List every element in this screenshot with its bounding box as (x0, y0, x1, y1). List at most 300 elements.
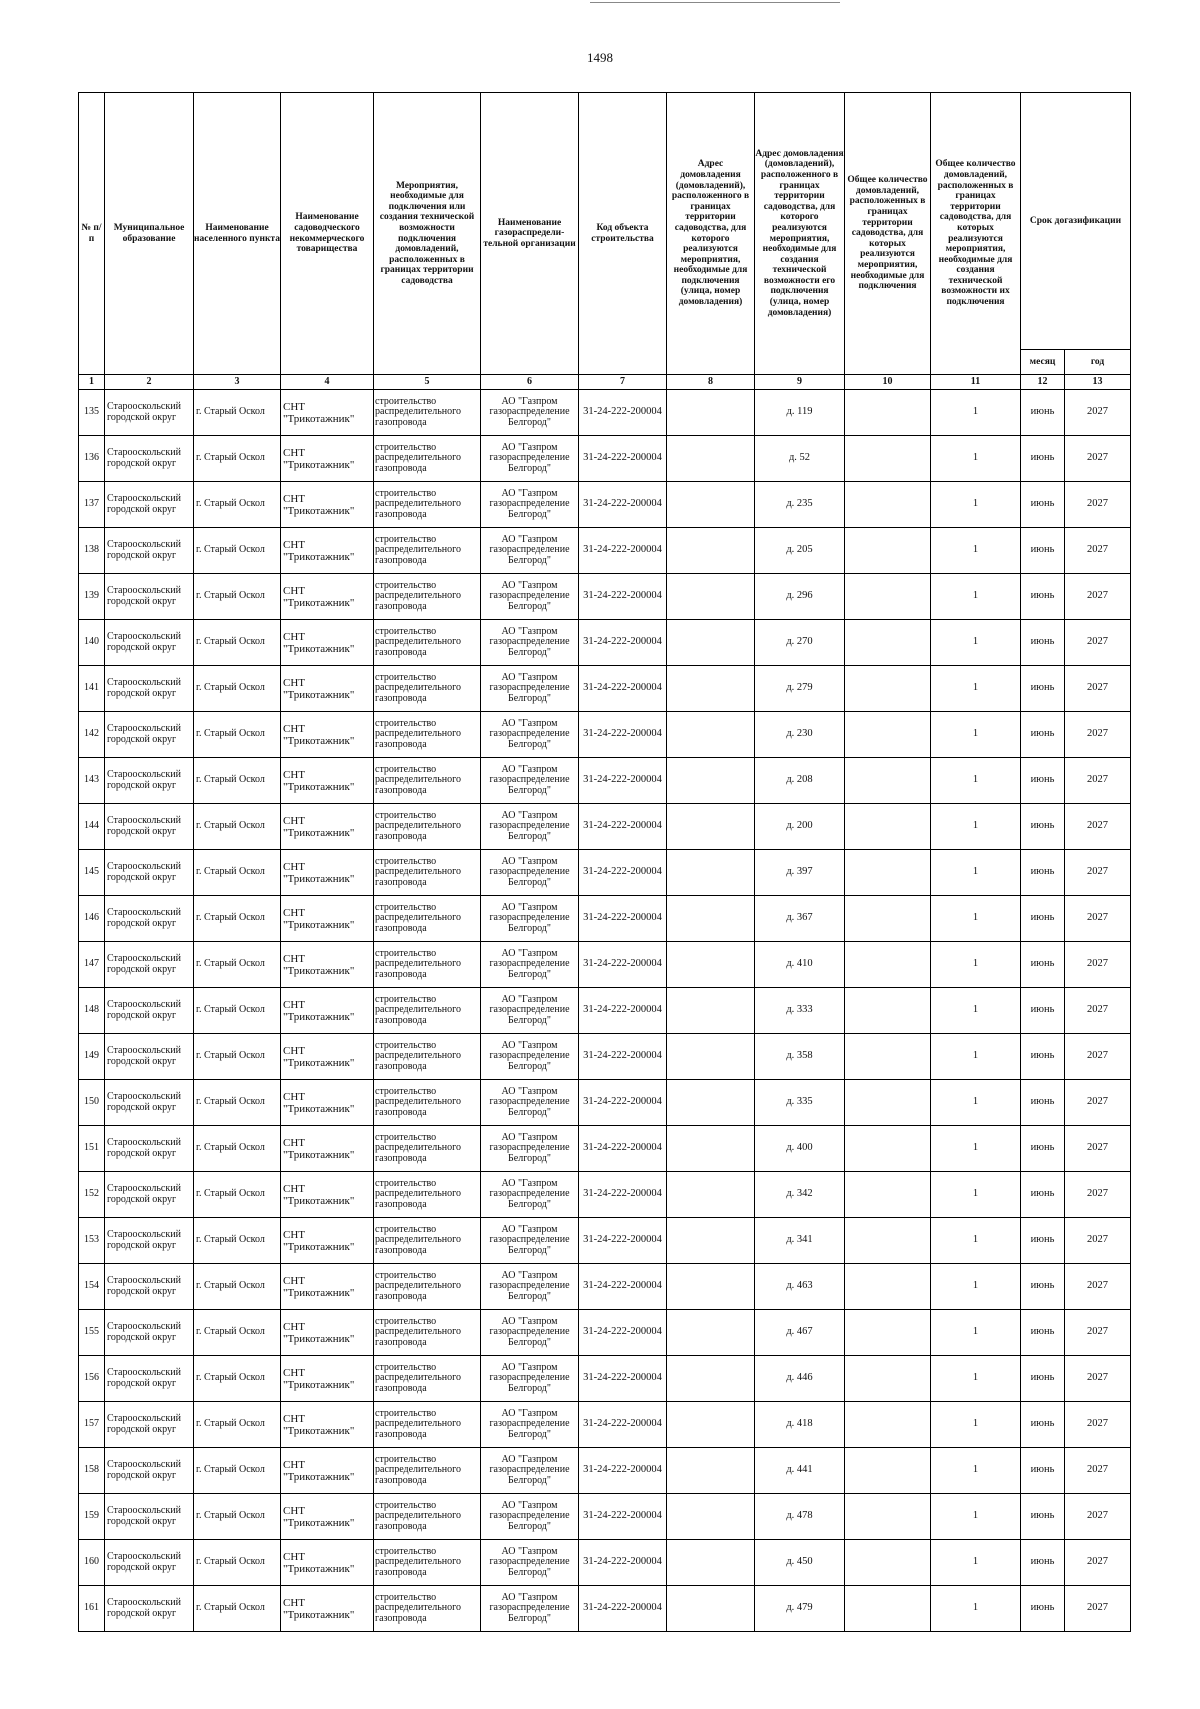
address-reachable-cell (667, 850, 755, 896)
total-reachable-cell (845, 666, 931, 712)
year-cell: 2027 (1065, 850, 1131, 896)
object-code-cell: 31-24-222-200004 (579, 1448, 667, 1494)
house-address-cell: д. 296 (755, 574, 845, 620)
header-gas-org: Наименование газораспредели-тельной организации (481, 93, 579, 375)
municipality-cell: Старооскольский городской округ (105, 942, 194, 988)
object-code-cell: 31-24-222-200004 (579, 1540, 667, 1586)
house-address-cell: д. 478 (755, 1494, 845, 1540)
house-count-cell: 1 (931, 804, 1021, 850)
table-row (79, 712, 1131, 758)
total-reachable-cell (845, 1402, 931, 1448)
table-row (79, 1540, 1131, 1586)
month-cell: июнь (1021, 758, 1065, 804)
year-cell: 2027 (1065, 1448, 1131, 1494)
gas-org-cell: АО "Газпром газораспределение Белгород" (481, 1126, 579, 1172)
municipality-cell: Старооскольский городской округ (105, 528, 194, 574)
gas-org-cell: АО "Газпром газораспределение Белгород" (481, 896, 579, 942)
settlement-cell: г. Старый Оскол (194, 666, 281, 712)
total-reachable-cell (845, 1540, 931, 1586)
row-number: 151 (79, 1126, 105, 1172)
municipality-cell: Старооскольский городской округ (105, 1310, 194, 1356)
house-address-cell: д. 358 (755, 1034, 845, 1080)
municipality-cell: Старооскольский городской округ (105, 1080, 194, 1126)
row-number: 149 (79, 1034, 105, 1080)
measure-cell: строительство распределительного газопровода (374, 436, 481, 482)
partnership-cell: СНТ "Трикотажник" (281, 758, 374, 804)
total-reachable-cell (845, 528, 931, 574)
table-row (79, 1310, 1131, 1356)
settlement-cell: г. Старый Оскол (194, 988, 281, 1034)
municipality-cell: Старооскольский городской округ (105, 758, 194, 804)
column-number: 10 (845, 375, 931, 390)
header-address-reachable: Адрес домовладения (домовладений), расположенного в границах территории садоводства, для которого реализуются мероприятия, необходимые для подключения (улица, номер домовладения) (667, 93, 755, 375)
settlement-cell: г. Старый Оскол (194, 1540, 281, 1586)
total-reachable-cell (845, 1494, 931, 1540)
page-number: 1498 (587, 50, 613, 65)
month-cell: июнь (1021, 1310, 1065, 1356)
measure-cell: строительство распределительного газопровода (374, 1448, 481, 1494)
measure-cell: строительство распределительного газопровода (374, 1494, 481, 1540)
month-cell: июнь (1021, 1172, 1065, 1218)
house-count-cell: 1 (931, 1218, 1021, 1264)
house-count-cell: 1 (931, 1080, 1021, 1126)
measure-cell: строительство распределительного газопровода (374, 666, 481, 712)
year-cell: 2027 (1065, 1402, 1131, 1448)
house-address-cell: д. 342 (755, 1172, 845, 1218)
settlement-cell: г. Старый Оскол (194, 620, 281, 666)
address-reachable-cell (667, 1264, 755, 1310)
header-municipality: Муниципальное образование (105, 93, 194, 375)
address-reachable-cell (667, 666, 755, 712)
gas-org-cell: АО "Газпром газораспределение Белгород" (481, 1310, 579, 1356)
municipality-cell: Старооскольский городской округ (105, 436, 194, 482)
municipality-cell: Старооскольский городской округ (105, 620, 194, 666)
month-cell: июнь (1021, 666, 1065, 712)
month-cell: июнь (1021, 574, 1065, 620)
house-address-cell: д. 400 (755, 1126, 845, 1172)
table-row (79, 390, 1131, 436)
column-number: 4 (281, 375, 374, 390)
year-cell: 2027 (1065, 712, 1131, 758)
header-partnership: Наименование садоводческого некоммерческого товарищества (281, 93, 374, 375)
month-cell: июнь (1021, 528, 1065, 574)
settlement-cell: г. Старый Оскол (194, 1264, 281, 1310)
house-count-cell: 1 (931, 1448, 1021, 1494)
address-reachable-cell (667, 482, 755, 528)
table-row (79, 758, 1131, 804)
partnership-cell: СНТ "Трикотажник" (281, 1264, 374, 1310)
row-number: 158 (79, 1448, 105, 1494)
row-number: 150 (79, 1080, 105, 1126)
house-count-cell: 1 (931, 574, 1021, 620)
total-reachable-cell (845, 804, 931, 850)
partnership-cell: СНТ "Трикотажник" (281, 850, 374, 896)
settlement-cell: г. Старый Оскол (194, 1586, 281, 1632)
header-month: месяц (1021, 350, 1065, 375)
gas-org-cell: АО "Газпром газораспределение Белгород" (481, 482, 579, 528)
header-year: год (1065, 350, 1131, 375)
partnership-cell: СНТ "Трикотажник" (281, 1172, 374, 1218)
year-cell: 2027 (1065, 1034, 1131, 1080)
house-address-cell: д. 52 (755, 436, 845, 482)
total-reachable-cell (845, 436, 931, 482)
settlement-cell: г. Старый Оскол (194, 482, 281, 528)
year-cell: 2027 (1065, 528, 1131, 574)
address-reachable-cell (667, 1586, 755, 1632)
column-number: 5 (374, 375, 481, 390)
column-number: 9 (755, 375, 845, 390)
object-code-cell: 31-24-222-200004 (579, 620, 667, 666)
object-code-cell: 31-24-222-200004 (579, 1264, 667, 1310)
settlement-cell: г. Старый Оскол (194, 574, 281, 620)
house-count-cell: 1 (931, 1540, 1021, 1586)
house-address-cell: д. 410 (755, 942, 845, 988)
measure-cell: строительство распределительного газопровода (374, 804, 481, 850)
municipality-cell: Старооскольский городской округ (105, 1494, 194, 1540)
gas-org-cell: АО "Газпром газораспределение Белгород" (481, 804, 579, 850)
house-address-cell: д. 119 (755, 390, 845, 436)
column-number: 13 (1065, 375, 1131, 390)
table-row (79, 1126, 1131, 1172)
row-number: 138 (79, 528, 105, 574)
object-code-cell: 31-24-222-200004 (579, 1586, 667, 1632)
settlement-cell: г. Старый Оскол (194, 758, 281, 804)
table-row (79, 988, 1131, 1034)
partnership-cell: СНТ "Трикотажник" (281, 620, 374, 666)
object-code-cell: 31-24-222-200004 (579, 850, 667, 896)
house-address-cell: д. 446 (755, 1356, 845, 1402)
address-reachable-cell (667, 436, 755, 482)
row-number: 146 (79, 896, 105, 942)
house-count-cell: 1 (931, 1586, 1021, 1632)
partnership-cell: СНТ "Трикотажник" (281, 1310, 374, 1356)
gasification-table (78, 92, 1131, 1632)
gas-org-cell: АО "Газпром газораспределение Белгород" (481, 574, 579, 620)
month-cell: июнь (1021, 988, 1065, 1034)
object-code-cell: 31-24-222-200004 (579, 1356, 667, 1402)
municipality-cell: Старооскольский городской округ (105, 1540, 194, 1586)
row-number: 152 (79, 1172, 105, 1218)
address-reachable-cell (667, 1126, 755, 1172)
month-cell: июнь (1021, 620, 1065, 666)
row-number: 160 (79, 1540, 105, 1586)
object-code-cell: 31-24-222-200004 (579, 988, 667, 1034)
row-number: 153 (79, 1218, 105, 1264)
measure-cell: строительство распределительного газопровода (374, 482, 481, 528)
house-count-cell: 1 (931, 1172, 1021, 1218)
gas-org-cell: АО "Газпром газораспределение Белгород" (481, 1218, 579, 1264)
gas-org-cell: АО "Газпром газораспределение Белгород" (481, 1172, 579, 1218)
column-number: 6 (481, 375, 579, 390)
measure-cell: строительство распределительного газопровода (374, 1402, 481, 1448)
year-cell: 2027 (1065, 620, 1131, 666)
gas-org-cell: АО "Газпром газораспределение Белгород" (481, 666, 579, 712)
municipality-cell: Старооскольский городской округ (105, 1034, 194, 1080)
settlement-cell: г. Старый Оскол (194, 528, 281, 574)
house-address-cell: д. 441 (755, 1448, 845, 1494)
total-reachable-cell (845, 620, 931, 666)
total-reachable-cell (845, 390, 931, 436)
row-number: 143 (79, 758, 105, 804)
total-reachable-cell (845, 482, 931, 528)
month-cell: июнь (1021, 1586, 1065, 1632)
table-row (79, 942, 1131, 988)
object-code-cell: 31-24-222-200004 (579, 896, 667, 942)
month-cell: июнь (1021, 850, 1065, 896)
address-reachable-cell (667, 1218, 755, 1264)
header-measures: Мероприятия, необходимые для подключения или создания технической возможности подключения домовладений, расположенных в границах территории садоводства (374, 93, 481, 375)
object-code-cell: 31-24-222-200004 (579, 1080, 667, 1126)
house-address-cell: д. 208 (755, 758, 845, 804)
table-row (79, 528, 1131, 574)
house-address-cell: д. 333 (755, 988, 845, 1034)
measure-cell: строительство распределительного газопровода (374, 1356, 481, 1402)
partnership-cell: СНТ "Трикотажник" (281, 574, 374, 620)
house-address-cell: д. 279 (755, 666, 845, 712)
year-cell: 2027 (1065, 390, 1131, 436)
municipality-cell: Старооскольский городской округ (105, 1586, 194, 1632)
municipality-cell: Старооскольский городской округ (105, 1402, 194, 1448)
partnership-cell: СНТ "Трикотажник" (281, 942, 374, 988)
table-row (79, 1218, 1131, 1264)
measure-cell: строительство распределительного газопровода (374, 1034, 481, 1080)
house-address-cell: д. 230 (755, 712, 845, 758)
municipality-cell: Старооскольский городской округ (105, 988, 194, 1034)
column-number: 1 (79, 375, 105, 390)
measure-cell: строительство распределительного газопровода (374, 1586, 481, 1632)
address-reachable-cell (667, 804, 755, 850)
column-number: 7 (579, 375, 667, 390)
address-reachable-cell (667, 1310, 755, 1356)
house-count-cell: 1 (931, 896, 1021, 942)
house-count-cell: 1 (931, 482, 1021, 528)
municipality-cell: Старооскольский городской округ (105, 666, 194, 712)
year-cell: 2027 (1065, 1540, 1131, 1586)
municipality-cell: Старооскольский городской округ (105, 574, 194, 620)
settlement-cell: г. Старый Оскол (194, 390, 281, 436)
house-address-cell: д. 235 (755, 482, 845, 528)
month-cell: июнь (1021, 1402, 1065, 1448)
total-reachable-cell (845, 1356, 931, 1402)
measure-cell: строительство распределительного газопровода (374, 850, 481, 896)
gas-org-cell: АО "Газпром газораспределение Белгород" (481, 758, 579, 804)
row-number: 148 (79, 988, 105, 1034)
address-reachable-cell (667, 1080, 755, 1126)
column-numbers-row (79, 375, 1131, 390)
house-count-cell: 1 (931, 528, 1021, 574)
row-number: 137 (79, 482, 105, 528)
address-reachable-cell (667, 1448, 755, 1494)
municipality-cell: Старооскольский городской округ (105, 1264, 194, 1310)
year-cell: 2027 (1065, 1172, 1131, 1218)
total-reachable-cell (845, 1448, 931, 1494)
row-number: 155 (79, 1310, 105, 1356)
house-count-cell: 1 (931, 436, 1021, 482)
settlement-cell: г. Старый Оскол (194, 1356, 281, 1402)
house-count-cell: 1 (931, 758, 1021, 804)
municipality-cell: Старооскольский городской округ (105, 712, 194, 758)
year-cell: 2027 (1065, 1218, 1131, 1264)
settlement-cell: г. Старый Оскол (194, 1494, 281, 1540)
month-cell: июнь (1021, 896, 1065, 942)
gas-org-cell: АО "Газпром газораспределение Белгород" (481, 390, 579, 436)
year-cell: 2027 (1065, 1080, 1131, 1126)
partnership-cell: СНТ "Трикотажник" (281, 390, 374, 436)
municipality-cell: Старооскольский городской округ (105, 1172, 194, 1218)
partnership-cell: СНТ "Трикотажник" (281, 988, 374, 1034)
gas-org-cell: АО "Газпром газораспределение Белгород" (481, 1586, 579, 1632)
month-cell: июнь (1021, 1218, 1065, 1264)
house-address-cell: д. 335 (755, 1080, 845, 1126)
partnership-cell: СНТ "Трикотажник" (281, 712, 374, 758)
table-row (79, 1080, 1131, 1126)
partnership-cell: СНТ "Трикотажник" (281, 482, 374, 528)
total-reachable-cell (845, 988, 931, 1034)
header-num: № п/п (79, 93, 105, 375)
gas-org-cell: АО "Газпром газораспределение Белгород" (481, 436, 579, 482)
gas-org-cell: АО "Газпром газораспределение Белгород" (481, 1264, 579, 1310)
month-cell: июнь (1021, 804, 1065, 850)
year-cell: 2027 (1065, 436, 1131, 482)
row-number: 154 (79, 1264, 105, 1310)
partnership-cell: СНТ "Трикотажник" (281, 666, 374, 712)
table-row (79, 804, 1131, 850)
partnership-cell: СНТ "Трикотажник" (281, 436, 374, 482)
address-reachable-cell (667, 1034, 755, 1080)
settlement-cell: г. Старый Оскол (194, 436, 281, 482)
header-total-capability: Общее количество домовладений, расположенных в границах территории садоводства, для которых реализуются мероприятия, необходимые для создания технической возможности их подключения (931, 93, 1021, 375)
object-code-cell: 31-24-222-200004 (579, 574, 667, 620)
total-reachable-cell (845, 1080, 931, 1126)
settlement-cell: г. Старый Оскол (194, 942, 281, 988)
object-code-cell: 31-24-222-200004 (579, 804, 667, 850)
row-number: 145 (79, 850, 105, 896)
municipality-cell: Старооскольский городской округ (105, 896, 194, 942)
house-address-cell: д. 205 (755, 528, 845, 574)
object-code-cell: 31-24-222-200004 (579, 1402, 667, 1448)
row-number: 140 (79, 620, 105, 666)
month-cell: июнь (1021, 1356, 1065, 1402)
object-code-cell: 31-24-222-200004 (579, 1218, 667, 1264)
row-number: 156 (79, 1356, 105, 1402)
object-code-cell: 31-24-222-200004 (579, 1310, 667, 1356)
row-number: 139 (79, 574, 105, 620)
year-cell: 2027 (1065, 1494, 1131, 1540)
header-settlement: Наименование населенного пункта (194, 93, 281, 375)
table-row (79, 482, 1131, 528)
address-reachable-cell (667, 1540, 755, 1586)
month-cell: июнь (1021, 942, 1065, 988)
partnership-cell: СНТ "Трикотажник" (281, 1540, 374, 1586)
house-count-cell: 1 (931, 1356, 1021, 1402)
house-count-cell: 1 (931, 988, 1021, 1034)
municipality-cell: Старооскольский городской округ (105, 1448, 194, 1494)
measure-cell: строительство распределительного газопровода (374, 758, 481, 804)
partnership-cell: СНТ "Трикотажник" (281, 1218, 374, 1264)
partnership-cell: СНТ "Трикотажник" (281, 896, 374, 942)
table-row (79, 574, 1131, 620)
gas-org-cell: АО "Газпром газораспределение Белгород" (481, 712, 579, 758)
measure-cell: строительство распределительного газопровода (374, 712, 481, 758)
measure-cell: строительство распределительного газопровода (374, 620, 481, 666)
object-code-cell: 31-24-222-200004 (579, 482, 667, 528)
address-reachable-cell (667, 896, 755, 942)
municipality-cell: Старооскольский городской округ (105, 1126, 194, 1172)
year-cell: 2027 (1065, 1356, 1131, 1402)
settlement-cell: г. Старый Оскол (194, 1034, 281, 1080)
municipality-cell: Старооскольский городской округ (105, 482, 194, 528)
address-reachable-cell (667, 1494, 755, 1540)
table-row (79, 1448, 1131, 1494)
partnership-cell: СНТ "Трикотажник" (281, 1126, 374, 1172)
row-number: 136 (79, 436, 105, 482)
year-cell: 2027 (1065, 804, 1131, 850)
month-cell: июнь (1021, 712, 1065, 758)
house-count-cell: 1 (931, 620, 1021, 666)
column-number: 3 (194, 375, 281, 390)
gas-org-cell: АО "Газпром газораспределение Белгород" (481, 850, 579, 896)
partnership-cell: СНТ "Трикотажник" (281, 1494, 374, 1540)
year-cell: 2027 (1065, 482, 1131, 528)
column-number: 2 (105, 375, 194, 390)
partnership-cell: СНТ "Трикотажник" (281, 1448, 374, 1494)
house-count-cell: 1 (931, 850, 1021, 896)
table-row (79, 1264, 1131, 1310)
total-reachable-cell (845, 942, 931, 988)
house-count-cell: 1 (931, 1126, 1021, 1172)
column-number: 12 (1021, 375, 1065, 390)
house-address-cell: д. 463 (755, 1264, 845, 1310)
table-row (79, 896, 1131, 942)
table-row (79, 1356, 1131, 1402)
total-reachable-cell (845, 1218, 931, 1264)
settlement-cell: г. Старый Оскол (194, 1310, 281, 1356)
month-cell: июнь (1021, 1126, 1065, 1172)
header-address-capability: Адрес домовладения (домовладений), расположенного в границах территории садоводства, для которого реализуются мероприятия, необходимые для создания технической возможности его подключения (улица, номер домовладения) (755, 93, 845, 375)
measure-cell: строительство распределительного газопровода (374, 1218, 481, 1264)
settlement-cell: г. Старый Оскол (194, 1448, 281, 1494)
year-cell: 2027 (1065, 896, 1131, 942)
partnership-cell: СНТ "Трикотажник" (281, 1080, 374, 1126)
settlement-cell: г. Старый Оскол (194, 1080, 281, 1126)
table-row (79, 436, 1131, 482)
object-code-cell: 31-24-222-200004 (579, 528, 667, 574)
address-reachable-cell (667, 942, 755, 988)
total-reachable-cell (845, 1034, 931, 1080)
measure-cell: строительство распределительного газопровода (374, 1264, 481, 1310)
year-cell: 2027 (1065, 666, 1131, 712)
total-reachable-cell (845, 896, 931, 942)
settlement-cell: г. Старый Оскол (194, 712, 281, 758)
house-address-cell: д. 270 (755, 620, 845, 666)
gas-org-cell: АО "Газпром газораспределение Белгород" (481, 1402, 579, 1448)
house-count-cell: 1 (931, 666, 1021, 712)
settlement-cell: г. Старый Оскол (194, 1402, 281, 1448)
row-number: 159 (79, 1494, 105, 1540)
month-cell: июнь (1021, 1540, 1065, 1586)
total-reachable-cell (845, 712, 931, 758)
gas-org-cell: АО "Газпром газораспределение Белгород" (481, 1448, 579, 1494)
house-address-cell: д. 418 (755, 1402, 845, 1448)
address-reachable-cell (667, 1356, 755, 1402)
gas-org-cell: АО "Газпром газораспределение Белгород" (481, 528, 579, 574)
total-reachable-cell (845, 1264, 931, 1310)
column-number: 11 (931, 375, 1021, 390)
address-reachable-cell (667, 1172, 755, 1218)
address-reachable-cell (667, 1402, 755, 1448)
object-code-cell: 31-24-222-200004 (579, 758, 667, 804)
address-reachable-cell (667, 390, 755, 436)
